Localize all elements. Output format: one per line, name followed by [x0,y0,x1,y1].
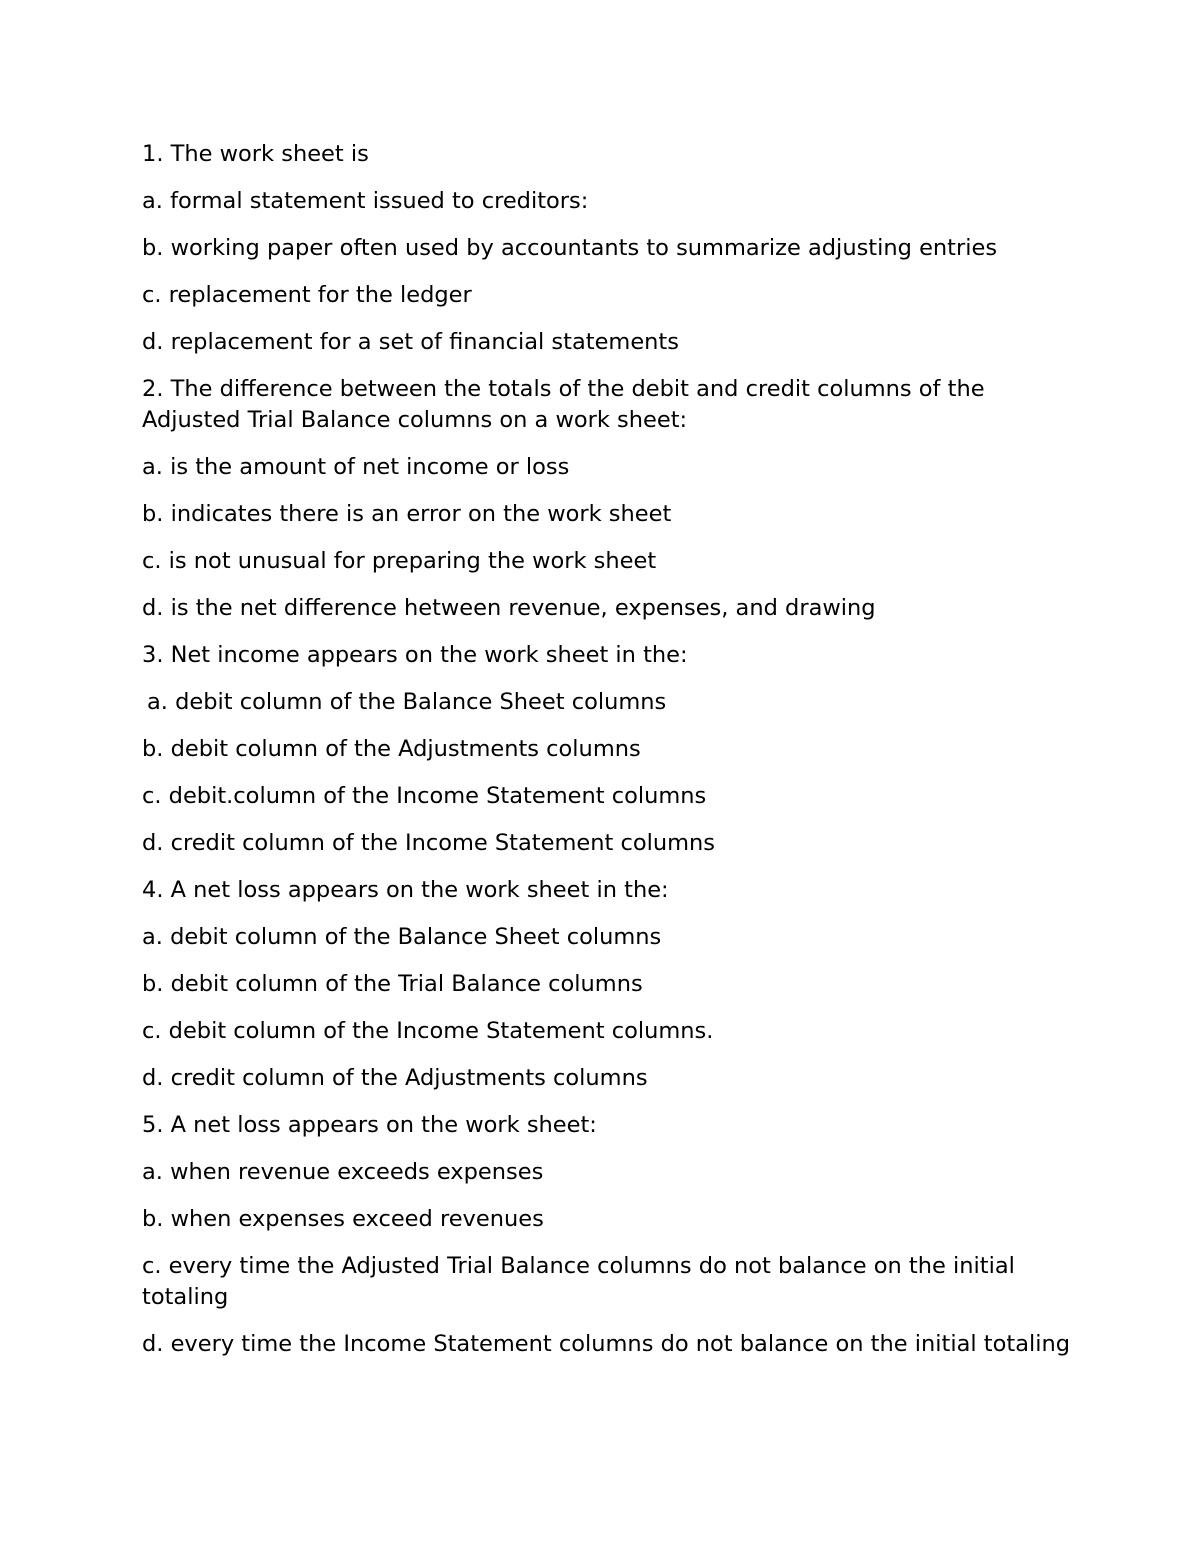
question-1-option-d: d. replacement for a set of financial statements [142,329,679,355]
question-1-option-c: c. replacement for the ledger [142,282,472,308]
question-4-option-a: a. debit column of the Balance Sheet columns [142,924,662,950]
question-5: 5. A net loss appears on the work sheet: [142,1112,597,1138]
question-4-option-c: c. debit column of the Income Statement columns. [142,1018,714,1044]
question-5-option-b: b. when expenses exceed revenues [142,1206,544,1232]
question-1-option-a: a. formal statement issued to creditors: [142,188,589,214]
question-2-option-d: d. is the net difference hetween revenue, expenses, and drawing [142,595,876,621]
question-4: 4. A net loss appears on the work sheet in the: [142,877,669,903]
question-5-option-d: d. every time the Income Statement columns do not balance on the initial totaling [142,1331,1071,1357]
question-4-option-d: d. credit column of the Adjustments columns [142,1065,648,1091]
question-2-option-c: c. is not unusual for preparing the work sheet [142,548,657,574]
question-3-option-d: d. credit column of the Income Statement columns [142,830,716,856]
question-5-option-a: a. when revenue exceeds expenses [142,1159,544,1185]
document-page [142,139,1072,1376]
question-5-option-c: c. every time the Adjusted Trial Balance columns do not balance on the initial totaling [142,1253,1015,1310]
question-2-option-a: a. is the amount of net income or loss [142,454,570,480]
question-3-option-a: a. debit column of the Balance Sheet columns [147,689,667,715]
question-4-option-b: b. debit column of the Trial Balance columns [142,971,643,997]
question-3: 3. Net income appears on the work sheet in the: [142,642,688,668]
question-2-option-b: b. indicates there is an error on the work sheet [142,501,672,527]
question-1-option-b: b. working paper often used by accountants to summarize adjusting entries [142,235,998,261]
question-3-option-b: b. debit column of the Adjustments columns [142,736,641,762]
question-2: 2. The difference between the totals of the debit and credit columns of the Adjusted Trial Balance columns on a work sheet: [142,376,985,433]
question-1: 1. The work sheet is [142,141,369,167]
question-3-option-c: c. debit.column of the Income Statement columns [142,783,707,809]
